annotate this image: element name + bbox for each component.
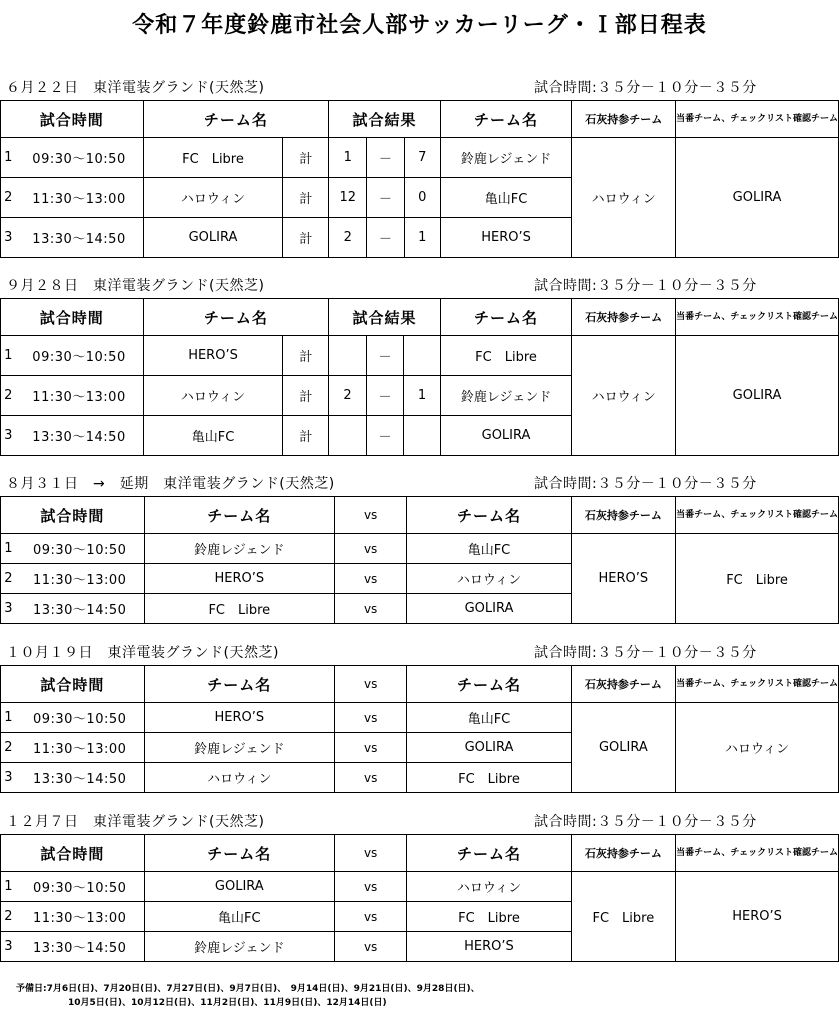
match-time: 11:30～13:00 — [16, 564, 145, 594]
lime-team: ハロウィン — [572, 138, 676, 258]
score-dash: － — [366, 336, 404, 376]
vs-mark: vs — [334, 872, 406, 902]
away-team: GOLIRA — [407, 733, 571, 763]
away-team: 亀山FC — [407, 703, 571, 733]
match-number: 1 — [1, 703, 16, 733]
away-team: FC Libre — [407, 902, 571, 932]
page-title: 令和７年度鈴鹿市社会人部サッカーリーグ・Ｉ部日程表 — [132, 13, 707, 38]
match-time: 09:30～10:50 — [15, 336, 143, 376]
away-team: ハロウィン — [407, 564, 571, 594]
header-duty-team: 当番チーム、チェックリスト確認チーム — [676, 101, 839, 138]
home-team: 亀山FC — [143, 416, 283, 456]
score-dash: － — [367, 178, 405, 218]
home-score: 2 — [329, 218, 367, 258]
away-team: 鈴鹿レジェンド — [440, 376, 572, 416]
score-dash: － — [366, 376, 404, 416]
header-lime-team: 石灰持参チーム — [572, 101, 676, 138]
vs-mark: vs — [334, 763, 406, 793]
home-score: 1 — [329, 138, 367, 178]
away-score: 7 — [404, 138, 440, 178]
home-score: 2 — [329, 376, 366, 416]
header-team-name: チーム名 — [143, 101, 329, 138]
match-number: 2 — [1, 376, 16, 416]
home-score — [329, 336, 366, 376]
header-team-name: チーム名 — [440, 299, 572, 336]
kei-mark: 計 — [283, 416, 329, 456]
match-time: 13:30～14:50 — [16, 763, 145, 793]
match-duration: 試合時間:３５分－１０分－３５分 — [534, 645, 757, 661]
kei-mark: 計 — [283, 138, 329, 178]
match-day-date: ６月２２日 東洋電装グランド(天然芝) — [6, 80, 265, 96]
header-match-time: 試合時間 — [1, 666, 145, 703]
header-team-name: チーム名 — [144, 666, 334, 703]
away-score: 1 — [404, 376, 440, 416]
match-time: 09:30～10:50 — [15, 138, 143, 178]
away-score — [404, 416, 440, 456]
section-header — [6, 275, 832, 295]
match-day-date: ８月３１日 → 延期 東洋電装グランド(天然芝) — [6, 476, 335, 492]
away-team: GOLIRA — [440, 416, 572, 456]
match-time: 09:30～10:50 — [16, 703, 145, 733]
match-number: 2 — [1, 178, 16, 218]
match-number: 1 — [1, 138, 16, 178]
match-number: 1 — [1, 534, 16, 564]
home-team: 亀山FC — [144, 902, 334, 932]
duty-team: ハロウィン — [676, 703, 839, 793]
vs-mark: vs — [334, 534, 406, 564]
reserve-days-note — [16, 982, 480, 1010]
header-team-name: チーム名 — [144, 835, 334, 872]
score-dash: － — [366, 416, 404, 456]
header-match-result: 試合結果 — [329, 101, 440, 138]
kei-mark: 計 — [283, 336, 329, 376]
match-number: 3 — [1, 763, 16, 793]
match-time: 09:30～10:50 — [16, 872, 145, 902]
header-team-name: チーム名 — [440, 101, 572, 138]
header-match-time: 試合時間 — [1, 299, 144, 336]
match-time: 13:30～14:50 — [16, 594, 145, 624]
away-team: 鈴鹿レジェンド — [440, 138, 572, 178]
match-number: 3 — [1, 218, 16, 258]
home-team: HERO’S — [144, 703, 334, 733]
match-number: 2 — [1, 733, 16, 763]
match-time: 11:30～13:00 — [15, 178, 143, 218]
header-lime-team: 石灰持参チーム — [571, 666, 676, 703]
reserve-days-line-1: 予備日:7月6日(日)、7月20日(日)、7月27日(日)、9月7日(日)、 9月14日(日)、9月21日(日)、9月28日(日)、 — [16, 984, 480, 994]
section-header — [6, 642, 832, 662]
home-team: ハロウィン — [144, 763, 334, 793]
reserve-days-line-2: 10月5日(日)、10月12日(日)、11月2日(日)、11月9日(日)、12月14日(日) — [68, 998, 387, 1008]
lime-team: FC Libre — [571, 872, 676, 962]
lime-team: GOLIRA — [571, 703, 676, 793]
match-day-date: ９月２８日 東洋電装グランド(天然芝) — [6, 278, 265, 294]
schedule-table — [0, 665, 839, 793]
vs-mark: vs — [334, 902, 406, 932]
match-number: 3 — [1, 932, 16, 962]
match-duration: 試合時間:３５分－１０分－３５分 — [534, 278, 757, 294]
header-lime-team: 石灰持参チーム — [571, 835, 676, 872]
home-team: ハロウィン — [143, 376, 283, 416]
schedule-table — [0, 834, 839, 962]
vs-mark: vs — [334, 703, 406, 733]
home-team: 鈴鹿レジェンド — [144, 932, 334, 962]
header-duty-team: 当番チーム、チェックリスト確認チーム — [676, 666, 839, 703]
lime-team: ハロウィン — [572, 336, 676, 456]
home-score: 12 — [329, 178, 367, 218]
header-team-name: チーム名 — [143, 299, 329, 336]
header-lime-team: 石灰持参チーム — [572, 299, 676, 336]
match-duration: 試合時間:３５分－１０分－３５分 — [534, 814, 757, 830]
vs-mark: vs — [334, 733, 406, 763]
away-team: ハロウィン — [407, 872, 571, 902]
section-header — [6, 77, 832, 97]
vs-mark: vs — [334, 594, 406, 624]
schedule-table — [0, 100, 839, 258]
home-team: GOLIRA — [143, 218, 283, 258]
header-team-name: チーム名 — [407, 497, 571, 534]
away-team: FC Libre — [440, 336, 572, 376]
away-score: 1 — [404, 218, 440, 258]
match-time: 11:30～13:00 — [16, 902, 145, 932]
home-team: FC Libre — [143, 138, 283, 178]
match-number: 1 — [1, 336, 16, 376]
home-team: 鈴鹿レジェンド — [144, 534, 334, 564]
home-team: 鈴鹿レジェンド — [144, 733, 334, 763]
match-time: 13:30～14:50 — [16, 932, 145, 962]
away-team: GOLIRA — [407, 594, 571, 624]
away-team: 亀山FC — [440, 178, 572, 218]
home-team: ハロウィン — [143, 178, 283, 218]
header-duty-team: 当番チーム、チェックリスト確認チーム — [676, 299, 839, 336]
match-duration: 試合時間:３５分－１０分－３５分 — [534, 80, 757, 96]
header-vs: vs — [334, 835, 406, 872]
home-team: GOLIRA — [144, 872, 334, 902]
home-score — [329, 416, 366, 456]
header-team-name: チーム名 — [407, 666, 571, 703]
header-lime-team: 石灰持参チーム — [571, 497, 676, 534]
header-team-name: チーム名 — [144, 497, 334, 534]
score-dash: － — [367, 138, 405, 178]
kei-mark: 計 — [283, 376, 329, 416]
header-match-time: 試合時間 — [1, 835, 145, 872]
score-dash: － — [367, 218, 405, 258]
match-duration: 試合時間:３５分－１０分－３５分 — [534, 476, 757, 492]
header-vs: vs — [334, 666, 406, 703]
match-number: 3 — [1, 416, 16, 456]
header-match-result: 試合結果 — [329, 299, 440, 336]
match-number: 3 — [1, 594, 16, 624]
match-number: 2 — [1, 902, 16, 932]
match-time: 11:30～13:00 — [15, 376, 143, 416]
section-header — [6, 473, 832, 493]
away-team: FC Libre — [407, 763, 571, 793]
home-team: HERO’S — [144, 564, 334, 594]
match-time: 13:30～14:50 — [15, 218, 143, 258]
away-team: 亀山FC — [407, 534, 571, 564]
away-team: HERO’S — [407, 932, 571, 962]
match-number: 2 — [1, 564, 16, 594]
header-duty-team: 当番チーム、チェックリスト確認チーム — [676, 835, 839, 872]
duty-team: HERO’S — [676, 872, 839, 962]
away-score — [404, 336, 440, 376]
header-duty-team: 当番チーム、チェックリスト確認チーム — [676, 497, 839, 534]
header-team-name: チーム名 — [407, 835, 571, 872]
duty-team: GOLIRA — [676, 336, 839, 456]
vs-mark: vs — [334, 564, 406, 594]
away-team: HERO’S — [440, 218, 572, 258]
match-day-date: １２月７日 東洋電装グランド(天然芝) — [6, 814, 265, 830]
header-match-time: 試合時間 — [1, 101, 144, 138]
header-vs: vs — [334, 497, 406, 534]
match-day-date: １０月１９日 東洋電装グランド(天然芝) — [6, 645, 279, 661]
vs-mark: vs — [334, 932, 406, 962]
kei-mark: 計 — [283, 178, 329, 218]
lime-team: HERO’S — [571, 534, 676, 624]
match-time: 11:30～13:00 — [16, 733, 145, 763]
home-team: HERO’S — [143, 336, 283, 376]
schedule-table — [0, 298, 839, 456]
away-score: 0 — [404, 178, 440, 218]
section-header — [6, 811, 832, 831]
schedule-table — [0, 496, 839, 624]
match-time: 13:30～14:50 — [15, 416, 143, 456]
header-match-time: 試合時間 — [1, 497, 145, 534]
home-team: FC Libre — [144, 594, 334, 624]
duty-team: GOLIRA — [676, 138, 839, 258]
match-time: 09:30～10:50 — [16, 534, 145, 564]
match-number: 1 — [1, 872, 16, 902]
duty-team: FC Libre — [676, 534, 839, 624]
kei-mark: 計 — [283, 218, 329, 258]
